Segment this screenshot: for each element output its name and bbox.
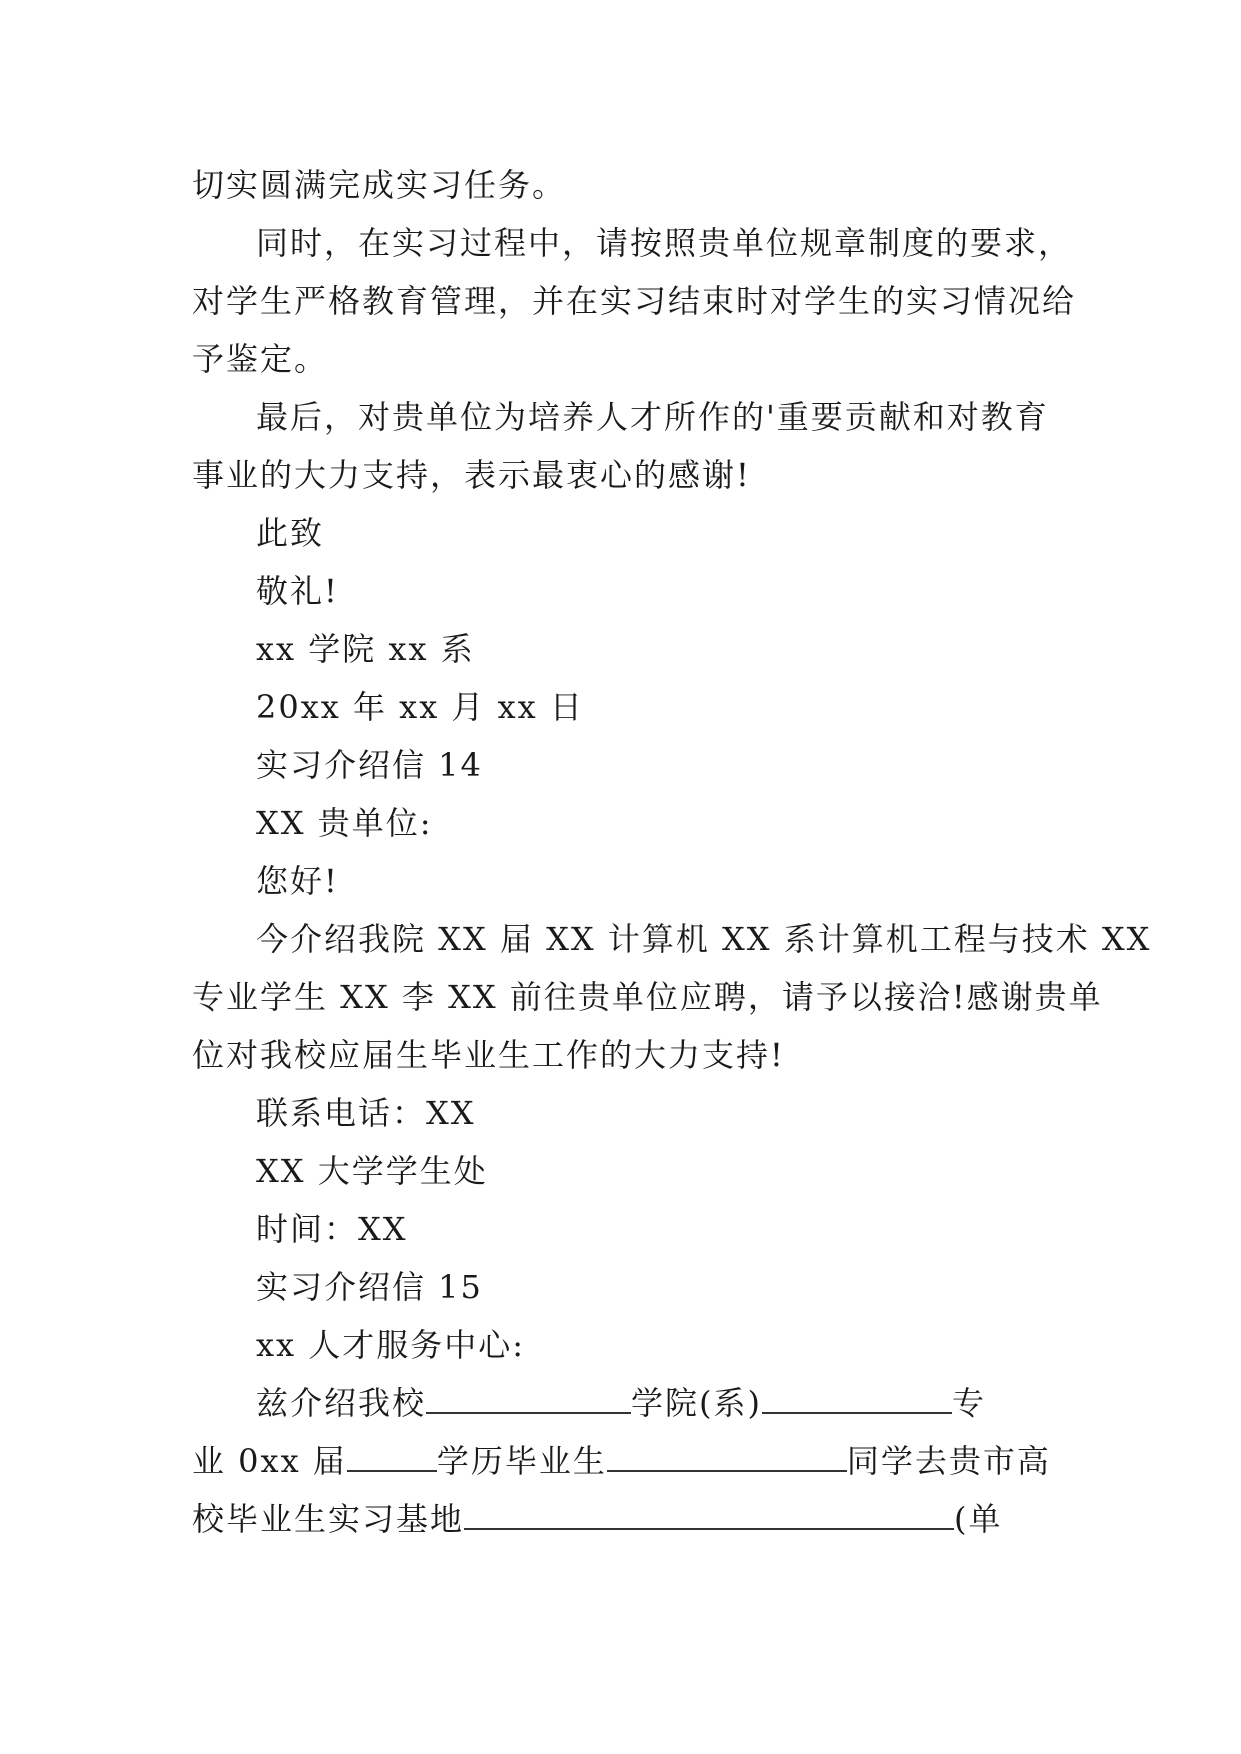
form-text: 学院(系)	[631, 1384, 762, 1422]
blank-field[interactable]	[464, 1494, 954, 1530]
text-line-1: 切实圆满完成实习任务。	[192, 166, 567, 204]
letter-greeting: 您好!	[256, 862, 339, 900]
text-line-2: 同时，在实习过程中，请按照贵单位规章制度的要求，	[256, 224, 1073, 262]
form-text: 兹介绍我校	[256, 1384, 427, 1422]
signature-department: xx 学院 xx 系	[256, 630, 475, 668]
form-line-1	[192, 1374, 1052, 1432]
form-text: 校毕业生实习基地	[192, 1500, 465, 1538]
form-text: 同学去贵市高	[846, 1442, 1051, 1480]
blank-field[interactable]	[607, 1436, 847, 1472]
signature-date: 20xx 年 xx 月 xx 日	[256, 688, 584, 726]
text-line-4: 予鉴定。	[192, 340, 329, 378]
form-line-3	[192, 1490, 1052, 1548]
text-line-16: 位对我校应届生毕业生工作的大力支持!	[192, 1036, 785, 1074]
letter-heading-14: 实习介绍信 14	[256, 746, 483, 784]
letter-addressee: XX 贵单位:	[256, 804, 433, 842]
text-line-6: 事业的大力支持，表示最衷心的感谢!	[192, 456, 751, 494]
blank-field[interactable]	[347, 1436, 437, 1472]
letter-addressee-15: xx 人才服务中心:	[256, 1326, 526, 1364]
closing-greeting: 此致	[256, 514, 325, 552]
blank-field[interactable]	[762, 1378, 952, 1414]
document-page	[192, 156, 1152, 1548]
text-line-14: 今介绍我院 XX 届 XX 计算机 XX 系计算机工程与技术 XX	[256, 920, 1152, 958]
issue-time: 时间：XX	[256, 1210, 408, 1248]
form-text: (单	[954, 1500, 1003, 1538]
form-text: 业 0xx 届	[192, 1442, 347, 1480]
text-line-15: 专业学生 XX 李 XX 前往贵单位应聘，请予以接洽!感谢贵单	[192, 978, 1103, 1016]
form-line-2	[192, 1432, 1052, 1490]
form-text: 学历毕业生	[436, 1442, 607, 1480]
text-line-5: 最后，对贵单位为培养人才所作的'重要贡献和对教育	[256, 398, 1049, 436]
text-line-3: 对学生严格教育管理，并在实习结束时对学生的实习情况给	[192, 282, 1077, 320]
contact-phone: 联系电话：XX	[256, 1094, 476, 1132]
letter-heading-15: 实习介绍信 15	[256, 1268, 483, 1306]
blank-field[interactable]	[426, 1378, 631, 1414]
issuer-office: XX 大学学生处	[256, 1152, 488, 1190]
form-text: 专	[952, 1384, 987, 1422]
closing-salute: 敬礼!	[256, 572, 339, 610]
